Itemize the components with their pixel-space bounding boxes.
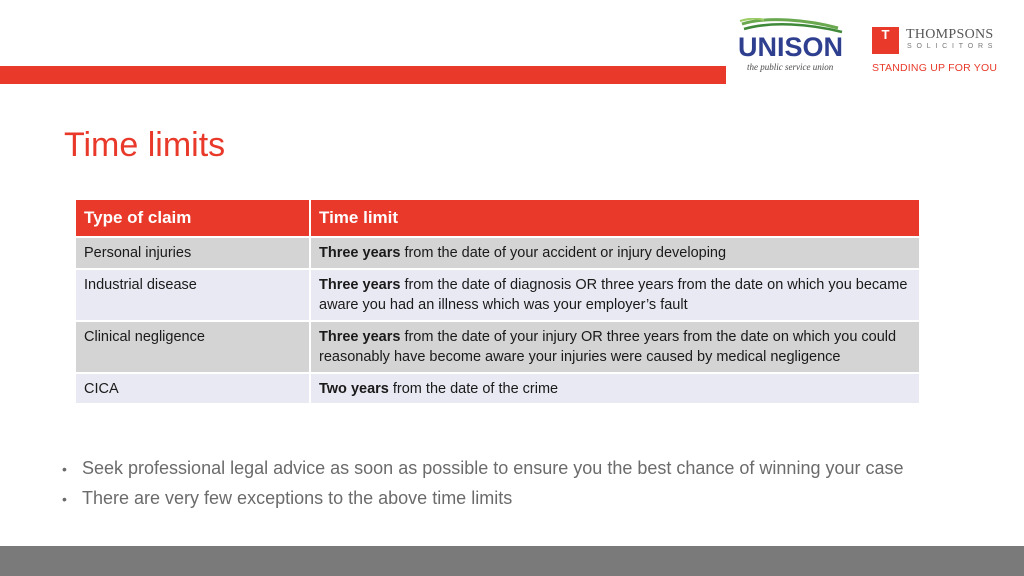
claim-type-cell: Clinical negligence	[76, 322, 311, 374]
time-limit-bold: Three years	[319, 245, 401, 261]
advice-bullet-list	[62, 458, 904, 518]
thompsons-subtitle: SOLICITORS	[907, 43, 998, 50]
time-limit-text: from the date of the crime	[388, 380, 559, 397]
thompsons-t-mark: T	[872, 27, 899, 54]
thompsons-name: THOMPSONS	[906, 27, 994, 42]
table-row	[76, 238, 919, 270]
thompsons-slogan: STANDING UP FOR YOU	[872, 62, 998, 74]
claim-type-cell: Industrial disease	[76, 270, 311, 322]
bullet-item	[62, 488, 904, 509]
time-limits-table	[76, 200, 919, 405]
time-limit-cell	[311, 322, 919, 374]
claim-type-cell: CICA	[76, 374, 311, 406]
header-type-of-claim: Type of claim	[76, 200, 311, 238]
time-limit-cell	[311, 374, 919, 406]
time-limit-text: from the date of your accident or injury developing	[400, 245, 727, 261]
header-time-limit: Time limit	[311, 200, 919, 238]
unison-wordmark: UNISON	[738, 32, 844, 62]
bullet-icon: •	[62, 491, 67, 507]
claim-type-cell: Personal injuries	[76, 238, 311, 270]
time-limit-bold: Three years	[319, 328, 401, 345]
time-limit-cell	[311, 270, 919, 322]
table-row	[76, 374, 919, 406]
thompsons-logo	[872, 27, 1012, 77]
time-limit-bold: Three years	[319, 276, 401, 293]
time-limit-bold: Two years	[319, 380, 389, 397]
table-header-row	[76, 200, 919, 238]
time-limit-text: from the date of your injury OR three years from the date on which you could reasonably have become aware your injuries were caused by medical negligence	[319, 328, 897, 365]
time-limit-text: from the date of diagnosis OR three years from the date on which you became aware you had an illness which was your employer’s fault	[319, 276, 908, 313]
table-row	[76, 270, 919, 322]
page-title: Time limits	[64, 126, 226, 164]
unison-tagline: the public service union	[747, 62, 834, 72]
bullet-text: There are very few exceptions to the above time limits	[82, 488, 513, 508]
bullet-icon: •	[62, 461, 67, 477]
header-red-bar	[0, 66, 726, 84]
unison-logo	[738, 18, 850, 76]
bullet-item	[62, 458, 904, 479]
time-limit-cell	[311, 238, 919, 270]
bullet-text: Seek professional legal advice as soon as possible to ensure you the best chance of winning your case	[82, 458, 904, 478]
table-row	[76, 322, 919, 374]
footer-bar	[0, 546, 1024, 576]
